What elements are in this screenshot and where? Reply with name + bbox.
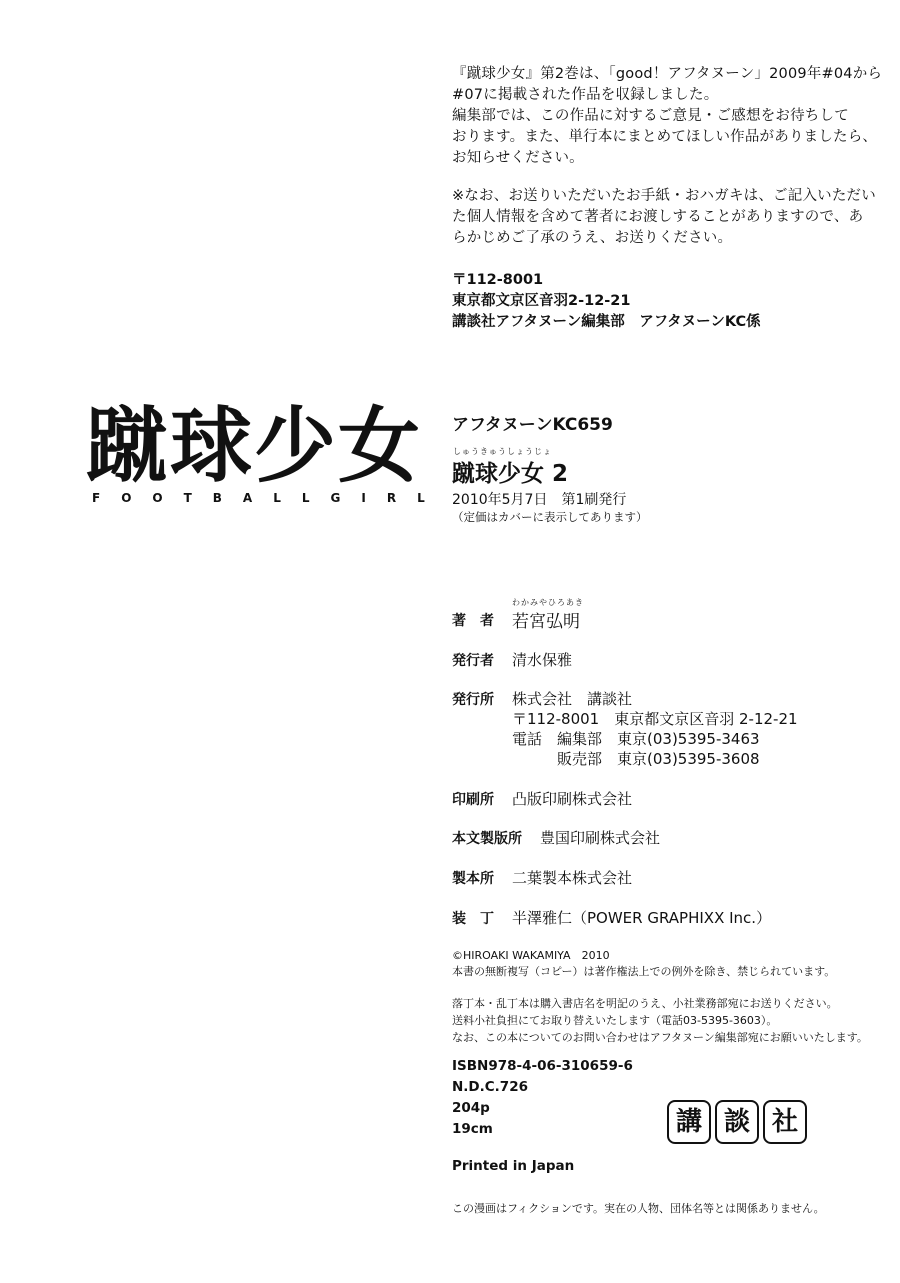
publisher-address: 〒112-8001 東京都文京区音羽 2-12-21 xyxy=(512,710,798,728)
printer-name: 凸版印刷株式会社 xyxy=(512,790,633,808)
address-line: 東京都文京区音羽2-12-21 xyxy=(452,293,631,309)
address-line: 〒112-8001 xyxy=(452,272,544,288)
phone-sales: 東京(03)5395-3608 xyxy=(617,750,760,768)
defect-line: 落丁本・乱丁本は購入書店名を明記のうえ、小社業務部宛にお送りください。 xyxy=(452,997,838,1010)
design-label: 装 丁 xyxy=(452,911,494,927)
notice-line: #07に掲載された作品を収録しました。 xyxy=(452,87,719,103)
privacy-line: ※なお、お送りいただいたお手紙・おハガキは、ご記入いただい xyxy=(452,188,876,204)
title-logo-sub: FOOTBALLGIRL xyxy=(92,491,446,505)
text-plate-label: 本文製版所 xyxy=(452,831,522,847)
notice-line: 編集部では、この作品に対するご意見・ご感想をお待ちして xyxy=(452,108,849,124)
defect-line: なお、この本についてのお問い合わせはアフタヌーン編集部宛にお願いいたします。 xyxy=(452,1031,868,1044)
publisher-seal xyxy=(667,1100,807,1144)
defect-notice xyxy=(452,995,868,1046)
printed-in: Printed in Japan xyxy=(452,1158,575,1174)
notice-line: 『蹴球少女』第2巻は、「good！アフタヌーン」2009年#04から xyxy=(452,66,883,82)
reader-notice xyxy=(452,64,882,169)
series-number: アフタヌーンKC659 xyxy=(452,415,613,435)
seal-char: 講 xyxy=(667,1100,711,1144)
publisher-label: 発行所 xyxy=(452,692,494,708)
phone-edit-label: 編集部 xyxy=(557,730,603,748)
seal-char: 社 xyxy=(763,1100,807,1144)
publisher-person: 清水保雅 xyxy=(512,651,573,669)
binder-name: 二葉製本株式会社 xyxy=(512,869,633,887)
book-title: 蹴球少女 2 xyxy=(452,461,569,487)
seal-char: 談 xyxy=(715,1100,759,1144)
design-name: 半澤雅仁（POWER GRAPHIXX Inc.） xyxy=(512,909,772,927)
fiction-disclaimer: この漫画はフィクションです。実在の人物、団体名等とは関係ありません。 xyxy=(452,1202,825,1215)
privacy-notice xyxy=(452,186,876,249)
phone-edit: 東京(03)5395-3463 xyxy=(617,730,760,748)
author-label: 著 者 xyxy=(452,613,494,629)
notice-line: おります。また、単行本にまとめてほしい作品がありましたら、 xyxy=(452,129,878,145)
privacy-line: た個人情報を含めて著者にお渡しすることがありますので、あ xyxy=(452,209,864,225)
title-logo: 蹴球少女 xyxy=(86,399,423,494)
copy-notice: 本書の無断複写（コピー）は著作権法上での例外を除き、禁じられています。 xyxy=(452,965,836,978)
phone-label: 電話 xyxy=(512,730,543,748)
defect-line: 送料小社負担にてお取り替えいたします（電話03-5395-3603）。 xyxy=(452,1014,778,1027)
author-name: 若宮弘明 xyxy=(512,612,580,632)
price-note: （定価はカバーに表示してあります） xyxy=(452,510,648,524)
title-ruby: しゅうきゅうしょうじょ xyxy=(453,447,552,456)
isbn: ISBN978-4-06-310659-6 xyxy=(452,1058,633,1074)
mailing-address xyxy=(452,270,761,333)
isbn-block xyxy=(452,1056,633,1140)
book-size: 19cm xyxy=(452,1121,493,1137)
binder-label: 製本所 xyxy=(452,871,494,887)
notice-line: お知らせください。 xyxy=(452,150,584,166)
printer-label: 印刷所 xyxy=(452,792,494,808)
phone-sales-label: 販売部 xyxy=(557,750,603,768)
copyright: ©HIROAKI WAKAMIYA 2010 xyxy=(452,949,610,962)
privacy-line: らかじめご了承のうえ、お送りください。 xyxy=(452,230,733,246)
page-count: 204p xyxy=(452,1100,490,1116)
publish-date: 2010年5月7日 第1刷発行 xyxy=(452,492,627,508)
text-plate-name: 豊国印刷株式会社 xyxy=(540,829,661,847)
author-ruby: わかみやひろあき xyxy=(512,598,584,607)
address-line: 講談社アフタヌーン編集部 アフタヌーンKC係 xyxy=(452,314,761,330)
ndc: N.D.C.726 xyxy=(452,1079,528,1095)
publisher-name: 株式会社 講談社 xyxy=(512,690,633,708)
publisher-person-label: 発行者 xyxy=(452,653,494,669)
